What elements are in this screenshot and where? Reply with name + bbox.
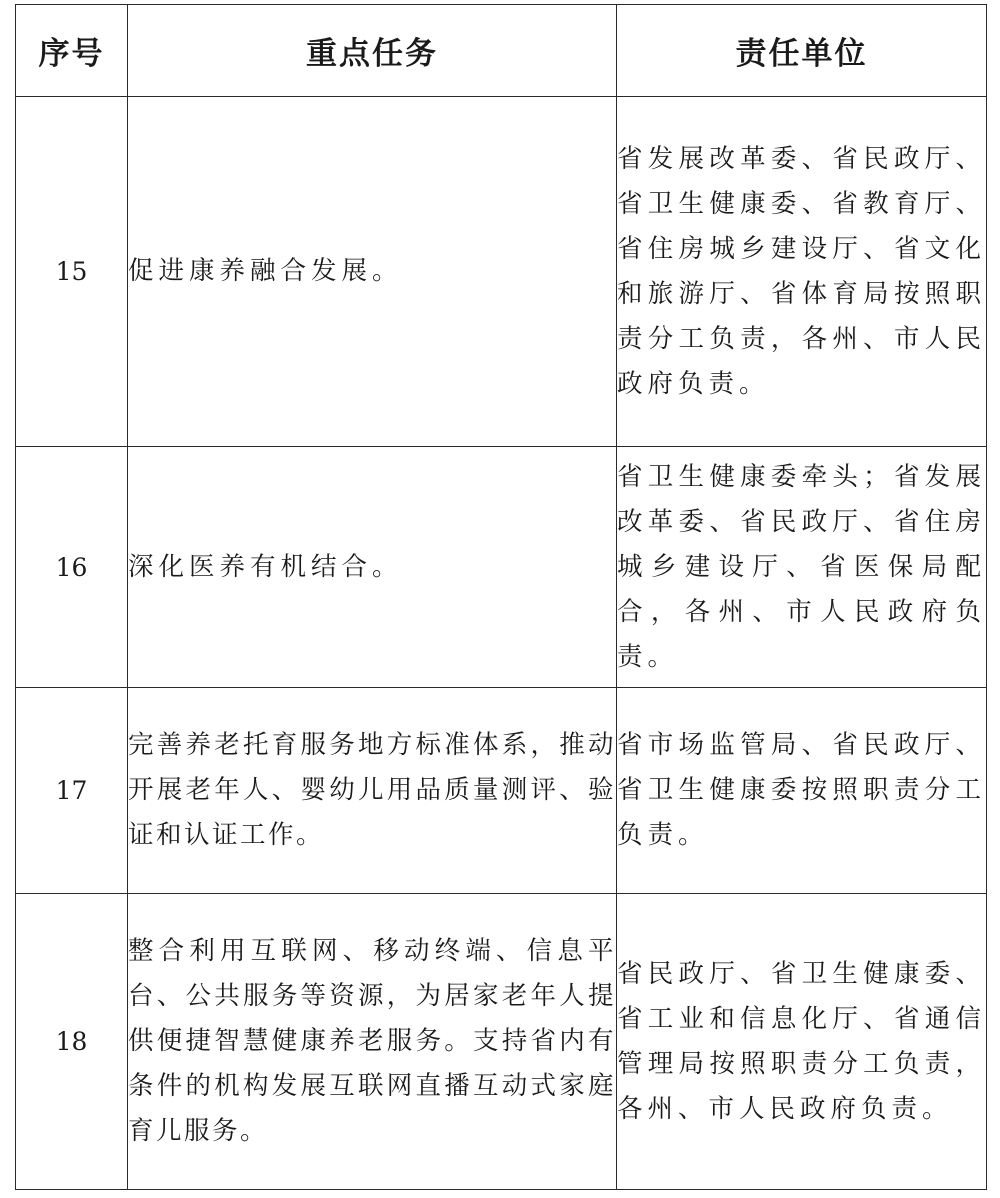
row-unit: 省卫生健康委牵头；省发展改革委、省民政厅、省住房城乡建设厅、省医保局配合，各州、市人民政府负责。 <box>617 447 987 688</box>
header-num: 序号 <box>16 5 128 97</box>
row-number: 16 <box>16 447 128 688</box>
row-task: 深化医养有机结合。 <box>128 447 617 688</box>
row-number: 15 <box>16 97 128 447</box>
row-unit: 省市场监管局、省民政厅、省卫生健康委按照职责分工负责。 <box>617 688 987 894</box>
row-number: 17 <box>16 688 128 894</box>
table-row <box>16 97 987 447</box>
table-row <box>16 894 987 1190</box>
tasks-table <box>15 4 987 1190</box>
row-task: 完善养老托育服务地方标准体系，推动开展老年人、婴幼儿用品质量测评、验证和认证工作。 <box>128 688 617 894</box>
row-unit: 省发展改革委、省民政厅、省卫生健康委、省教育厅、省住房城乡建设厅、省文化和旅游厅、省体育局按照职责分工负责，各州、市人民政府负责。 <box>617 97 987 447</box>
table-row <box>16 688 987 894</box>
row-number: 18 <box>16 894 128 1190</box>
header-task: 重点任务 <box>128 5 617 97</box>
row-task: 促进康养融合发展。 <box>128 97 617 447</box>
row-unit: 省民政厅、省卫生健康委、省工业和信息化厅、省通信管理局按照职责分工负责，各州、市人民政府负责。 <box>617 894 987 1190</box>
header-unit: 责任单位 <box>617 5 987 97</box>
row-task: 整合利用互联网、移动终端、信息平台、公共服务等资源，为居家老年人提供便捷智慧健康养老服务。支持省内有条件的机构发展互联网直播互动式家庭育儿服务。 <box>128 894 617 1190</box>
table-header-row <box>16 5 987 97</box>
table-row <box>16 447 987 688</box>
